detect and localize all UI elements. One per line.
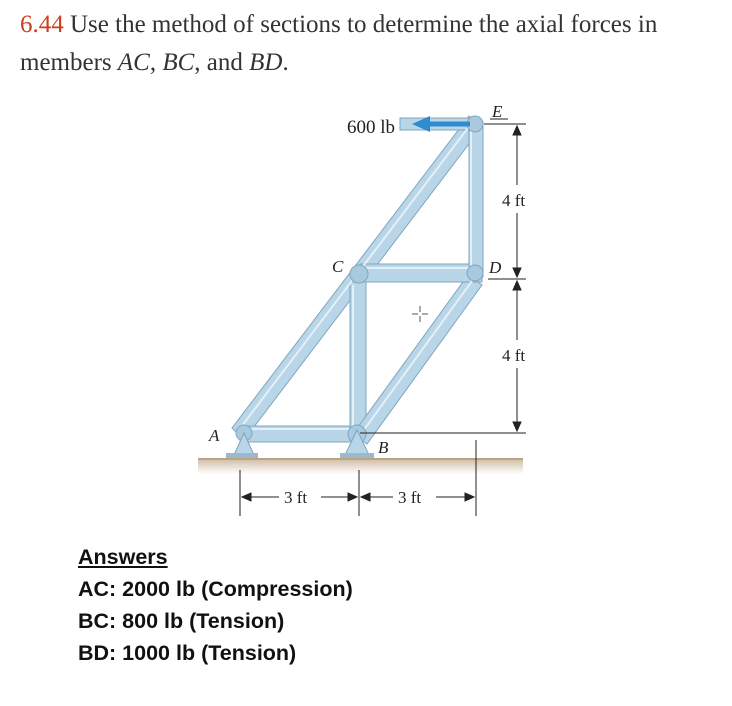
answers-block xyxy=(78,541,353,669)
dim-right-label: 3 ft xyxy=(398,488,422,507)
joint-d xyxy=(467,265,483,281)
joint-c xyxy=(350,265,368,283)
period: . xyxy=(282,49,289,76)
answers-heading: Answers xyxy=(78,545,168,569)
label-b: B xyxy=(378,438,389,457)
label-a: A xyxy=(209,426,220,445)
problem-number: 6.44 xyxy=(20,11,64,38)
answer-ac: AC: 2000 lb (Compression) xyxy=(78,577,353,601)
dim-lower-label: 4 ft xyxy=(502,346,526,365)
answer-bd: BD: 1000 lb (Tension) xyxy=(78,641,297,665)
load-label: 600 lb xyxy=(347,117,396,138)
dim-left-label: 3 ft xyxy=(284,488,308,507)
separator: , xyxy=(149,49,163,76)
member-bd-name: BD xyxy=(249,49,283,76)
problem-text-line2-prefix: members xyxy=(20,49,118,76)
answer-bc: BC: 800 lb (Tension) xyxy=(78,609,285,633)
separator: , and xyxy=(194,49,250,76)
dim-upper-label: 4 ft xyxy=(502,191,526,210)
ground xyxy=(198,458,523,474)
member-cd xyxy=(360,264,482,282)
member-ac-name: AC xyxy=(117,49,150,76)
label-e: E xyxy=(492,102,503,121)
member-bc-name: BC xyxy=(162,49,195,76)
label-d: D xyxy=(489,258,502,277)
problem-text-line1: Use the method of sections to determine the axial forces in xyxy=(70,11,658,38)
crosshair-marker xyxy=(412,306,428,322)
label-c: C xyxy=(332,257,344,276)
